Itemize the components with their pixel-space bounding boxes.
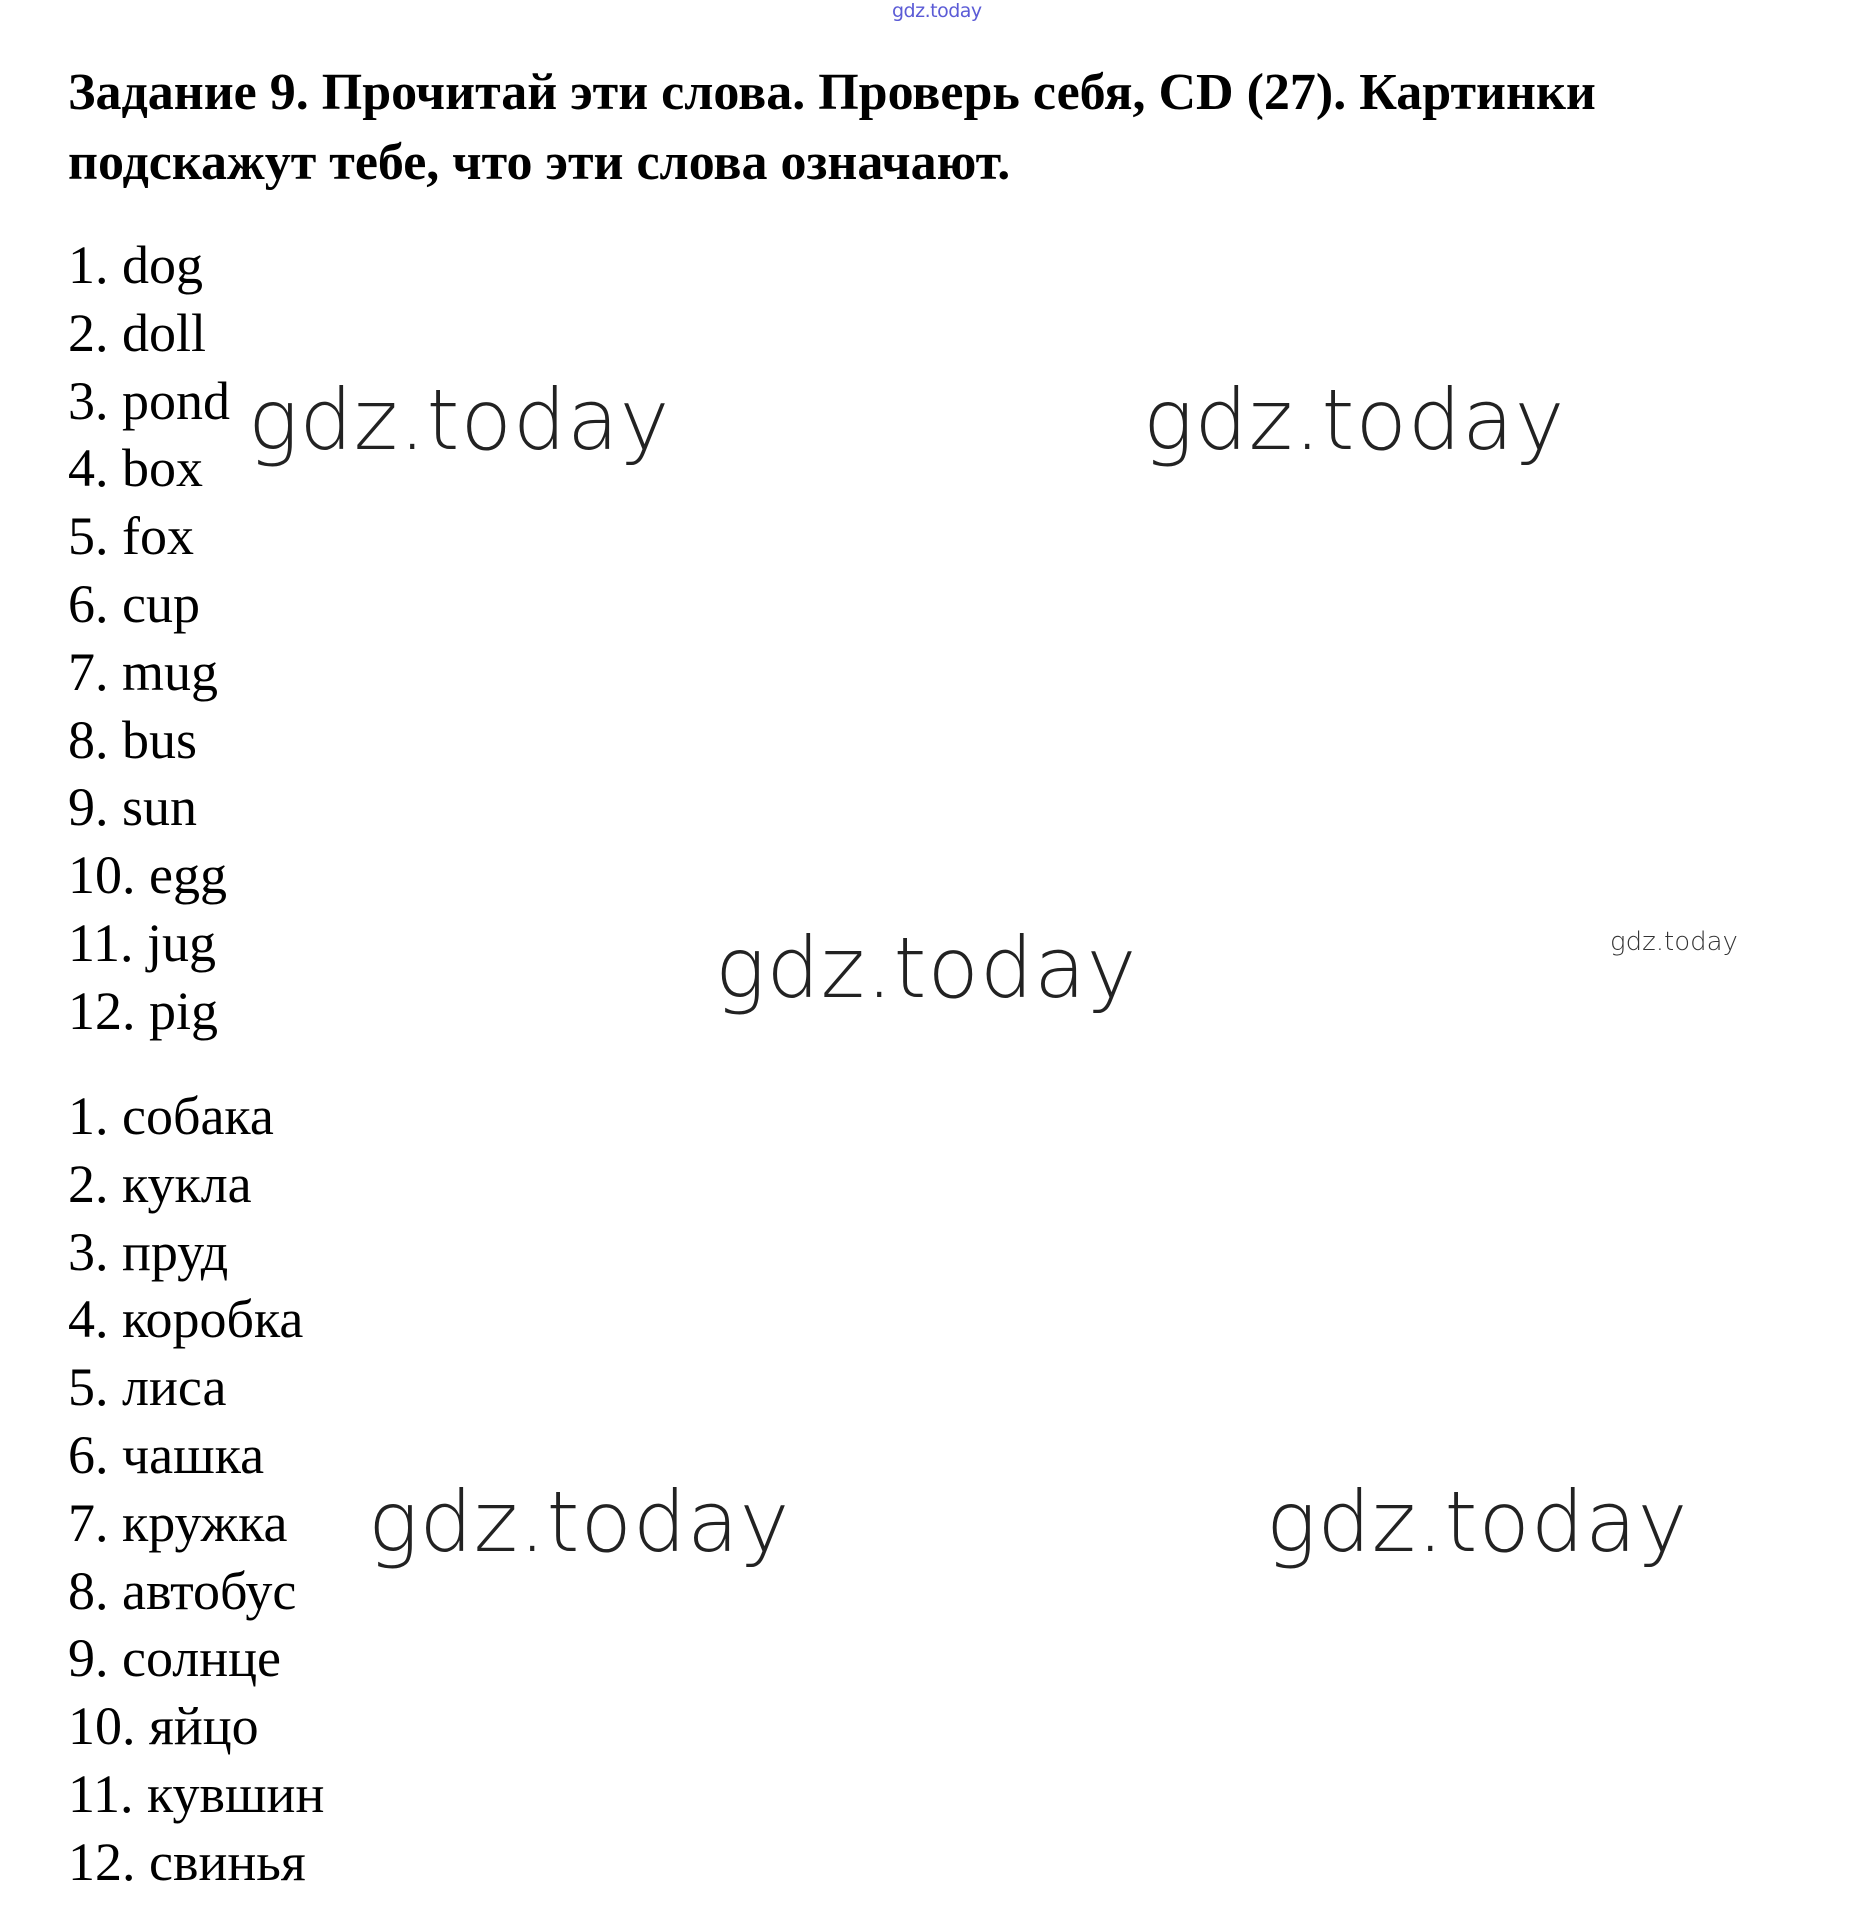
list-item: 11. jug xyxy=(68,912,216,973)
watermark-bottom-right: gdz.today xyxy=(1266,1473,1689,1571)
list-item: 8. bus xyxy=(68,709,198,770)
watermark-bottom-left: gdz.today xyxy=(368,1473,791,1571)
task-title: Задание 9. Прочитай эти слова. Проверь себя, CD (27). Картинки подскажут тебе, что эти слова означают. xyxy=(68,64,1596,191)
watermark-middle-right-small: gdz.today xyxy=(1610,927,1738,957)
list-item: 4. коробка xyxy=(68,1289,304,1350)
russian-word-list xyxy=(68,1083,324,1897)
list-item: 5. лиса xyxy=(68,1357,227,1418)
header-watermark: gdz.today xyxy=(892,0,982,22)
list-item: 12. свинья xyxy=(68,1831,306,1892)
list-item: 3. pond xyxy=(68,370,230,431)
list-item: 8. автобус xyxy=(68,1560,297,1621)
english-word-list xyxy=(68,232,230,1046)
list-item: 1. собака xyxy=(68,1086,274,1146)
list-item: 2. кукла xyxy=(68,1153,252,1214)
list-item: 6. чашка xyxy=(68,1424,265,1485)
list-item: 11. кувшин xyxy=(68,1763,325,1824)
list-item: 7. кружка xyxy=(68,1492,288,1553)
watermark-middle: gdz.today xyxy=(715,919,1138,1017)
list-item: 4. box xyxy=(68,438,203,499)
list-item: 6. cup xyxy=(68,573,200,634)
list-item: 9. солнце xyxy=(68,1628,281,1689)
watermark-top-right: gdz.today xyxy=(1143,371,1566,469)
list-item: 12. pig xyxy=(68,980,219,1041)
list-item: 7. mug xyxy=(68,641,219,702)
list-item: 1. dog xyxy=(68,235,203,295)
list-item: 5. fox xyxy=(68,506,194,567)
list-item: 10. egg xyxy=(68,845,227,906)
list-item: 2. doll xyxy=(68,302,207,363)
list-item: 9. sun xyxy=(68,777,198,838)
list-item: 10. яйцо xyxy=(68,1696,259,1757)
watermark-top-left: gdz.today xyxy=(248,371,671,469)
list-item: 3. пруд xyxy=(68,1221,229,1282)
